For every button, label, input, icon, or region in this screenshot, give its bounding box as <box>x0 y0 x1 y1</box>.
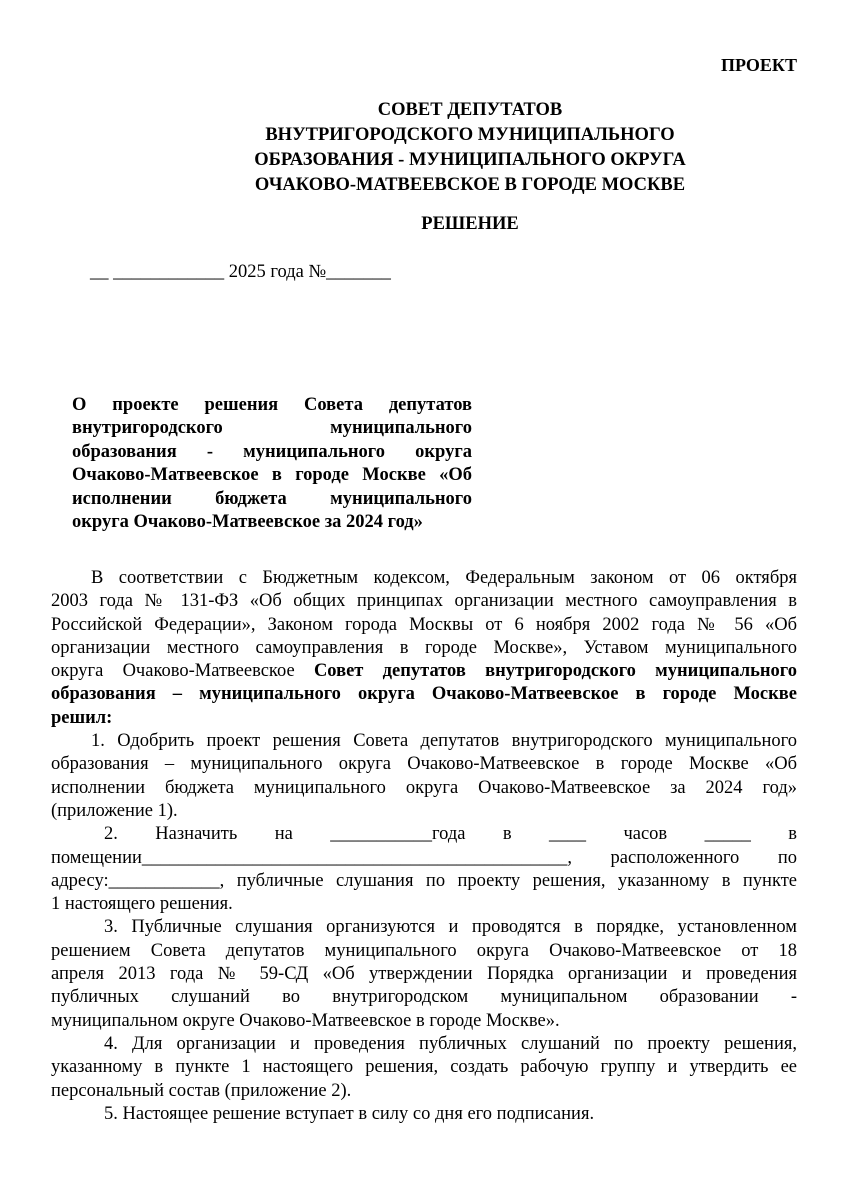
item-4-line: персональный состав (приложение 2). <box>51 1080 352 1101</box>
document-body <box>51 567 797 1126</box>
preamble-line: Российской Федерации», Законом города Москвы от 6 ноября 2002 года № 56 «Об <box>51 614 797 635</box>
date-line: __ ____________ 2025 года №_______ <box>90 262 391 282</box>
council-title-line: СОВЕТ ДЕПУТАТОВ <box>377 100 563 120</box>
item-4-line: 4. Для организации и проведения публичных слушаний по проекту решения, <box>104 1033 797 1054</box>
decision-subject <box>72 394 472 534</box>
subject-line: исполнении бюджета муниципального <box>72 488 472 509</box>
preamble-line <box>51 660 797 683</box>
item-3-line: 3. Публичные слушания организуются и проводятся в порядке, установленном <box>104 917 797 938</box>
item-4-line: указанному в пункте 1 настоящего решения, создать рабочую группу и утвердить ее <box>51 1057 797 1078</box>
item-3-line: решением Совета депутатов муниципального округа Очаково-Матвеевское от 18 <box>51 940 797 961</box>
item-2-line: помещении______________________________________________, расположенного по <box>51 847 797 868</box>
item-5-line: 5. Настоящее решение вступает в силу со дня его подписания. <box>104 1103 595 1124</box>
subject-line: округа Очаково-Матвеевское за 2024 год» <box>72 512 423 533</box>
subject-line: О проекте решения Совета депутатов <box>72 395 472 415</box>
preamble-line: организации местного самоуправления в городе Москве», Уставом муниципального <box>51 637 797 658</box>
item-2-line: адресу:____________, публичные слушания по проекту решения, указанному в пункте <box>51 870 797 891</box>
decision-label: РЕШЕНИЕ <box>421 214 519 234</box>
subject-line: образования - муниципального округа <box>72 441 472 462</box>
council-name-bold: Совет депутатов внутригородского муниципального <box>313 661 797 682</box>
resolved-label: решил: <box>51 707 113 728</box>
council-title <box>60 98 848 198</box>
item-3-line: апреля 2013 года № 59-СД «Об утверждении Порядка организации и проведения <box>51 964 797 985</box>
item-2-line: 2. Назначить на ___________года в ____ часов _____ в <box>104 824 797 845</box>
preamble-line: 2003 года № 131-ФЗ «Об общих принципах организации местного самоуправления в <box>51 591 797 612</box>
preamble-line: В соответствии с Бюджетным кодексом, Федеральным законом от 06 октября <box>91 568 797 588</box>
preamble-text: округа Очаково-Матвеевское <box>51 661 314 682</box>
council-name-bold: образования – муниципального округа Очаково-Матвеевское в городе Москве <box>51 684 797 705</box>
item-1-line: (приложение 1). <box>51 800 178 821</box>
item-3-line: муниципальном округе Очаково-Матвеевское в городе Москве». <box>51 1010 560 1031</box>
council-title-line: ВНУТРИГОРОДСКОГО МУНИЦИПАЛЬНОГО <box>265 125 675 145</box>
item-1-line: образования – муниципального округа Очаково-Матвеевское в городе Москве «Об <box>51 754 797 775</box>
item-1-line: 1. Одобрить проект решения Совета депутатов внутригородского муниципального <box>91 731 797 752</box>
subject-line: внутригородского муниципального <box>72 418 472 439</box>
council-title-line: ОЧАКОВО-МАТВЕЕВСКОЕ В ГОРОДЕ МОСКВЕ <box>254 175 686 195</box>
draft-label: ПРОЕКТ <box>721 55 797 75</box>
council-title-line: ОБРАЗОВАНИЯ - МУНИЦИПАЛЬНОГО ОКРУГА <box>254 150 686 170</box>
item-1-line: исполнении бюджета муниципального округа Очаково-Матвеевское за 2024 год» <box>51 777 797 798</box>
subject-line: Очаково-Матвеевское в городе Москве «Об <box>72 465 472 486</box>
item-2-line: 1 настоящего решения. <box>51 894 233 915</box>
item-3-line: публичных слушаний во внутригородском муниципальном образовании - <box>51 987 797 1008</box>
